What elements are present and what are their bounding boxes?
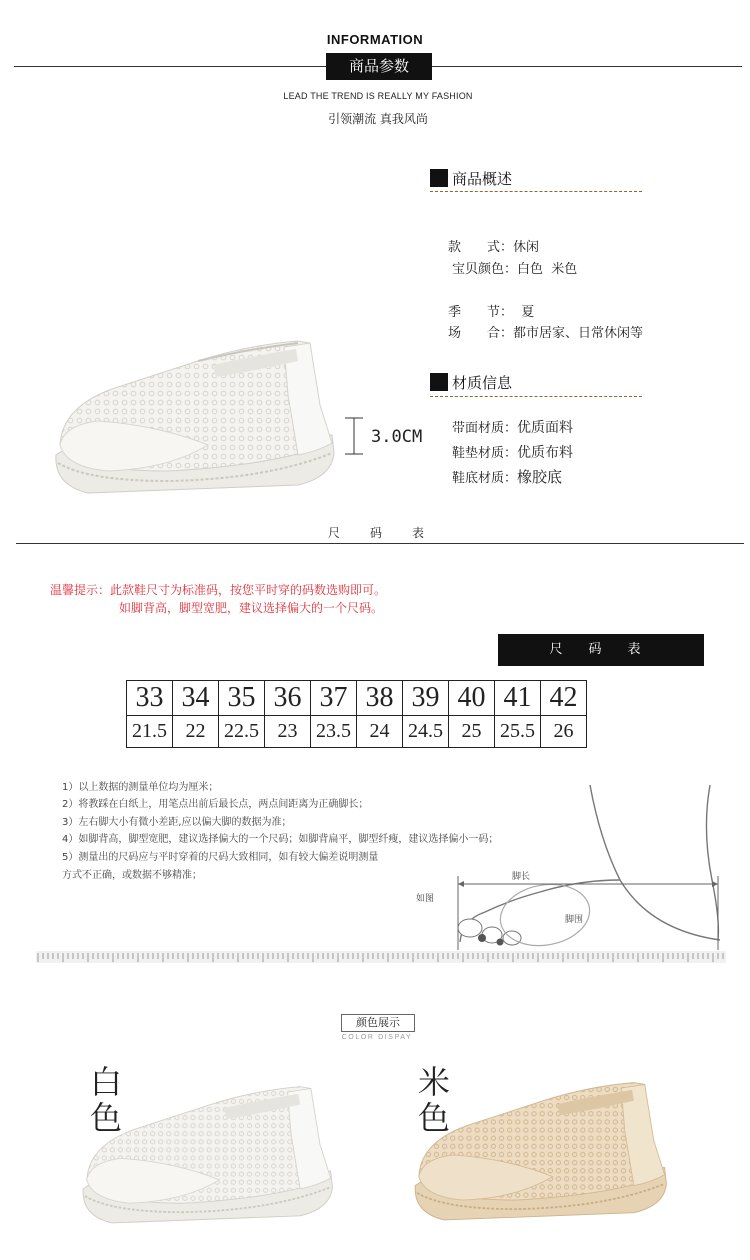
material-row bbox=[452, 442, 573, 462]
length-cell: 24.5 bbox=[403, 716, 449, 748]
size-cell: 42 bbox=[541, 681, 587, 716]
row-value: 优质面料 bbox=[517, 420, 574, 436]
foot-girth-label: 脚围 bbox=[565, 915, 584, 925]
size-cell: 40 bbox=[449, 681, 495, 716]
measure-note: 5）测量出的尺码应与平时穿着的尺码大致相同，如有较大偏差说明测量 bbox=[62, 852, 379, 863]
heading-square-icon bbox=[430, 373, 448, 391]
overview-divider bbox=[430, 191, 642, 192]
main-shoe-image bbox=[48, 335, 338, 505]
size-chart-bar: 尺码表 bbox=[498, 634, 704, 666]
row-label: 宝贝颜色： bbox=[452, 262, 518, 277]
foot-measure-diagram bbox=[440, 780, 740, 955]
section-label-product-params: 商品参数 bbox=[326, 53, 432, 80]
color-name-char: 米 bbox=[417, 1063, 450, 1101]
size-cell: 38 bbox=[357, 681, 403, 716]
overview-heading bbox=[430, 168, 512, 189]
color-name-char: 色 bbox=[417, 1099, 450, 1137]
heel-height-marker-icon bbox=[343, 416, 365, 456]
header-divider-right bbox=[432, 66, 742, 67]
length-cell: 21.5 bbox=[127, 716, 173, 748]
beige-shoe-image bbox=[408, 1070, 670, 1238]
tagline-english: LEAD THE TREND IS REALLY MY FASHION bbox=[283, 91, 473, 101]
heel-height-value: 3.0CM bbox=[371, 427, 423, 447]
material-row bbox=[452, 417, 573, 437]
tagline-chinese: 引领潮流 真我风尚 bbox=[328, 112, 428, 126]
measure-note: 4）如脚背高，脚型宽肥，建议选择偏大的一个尺码；如脚背扁平，脚型纤瘦，建议选择偏小一码； bbox=[62, 834, 499, 845]
length-cell: 23 bbox=[265, 716, 311, 748]
row-value: 休闲 bbox=[513, 240, 540, 255]
material-heading bbox=[430, 372, 512, 393]
size-cell: 36 bbox=[265, 681, 311, 716]
size-chart-label: 尺码表 bbox=[328, 526, 455, 540]
material-row bbox=[452, 466, 562, 487]
length-row bbox=[127, 716, 587, 748]
color-name-char: 色 bbox=[89, 1099, 122, 1137]
overview-row bbox=[448, 236, 539, 255]
heading-square-icon bbox=[430, 169, 448, 187]
length-cell: 25 bbox=[449, 716, 495, 748]
measure-note: 方式不正确，或数据不够精准； bbox=[62, 870, 202, 881]
color-display-title: 颜色展示 bbox=[341, 1014, 415, 1032]
row-value: 橡胶底 bbox=[517, 468, 563, 486]
material-heading-text: 材质信息 bbox=[452, 374, 513, 392]
material-divider bbox=[430, 396, 642, 397]
size-cell: 35 bbox=[219, 681, 265, 716]
overview-row bbox=[452, 258, 577, 277]
row-value: 都市居家、日常休闲等 bbox=[513, 326, 644, 341]
color-display-subtitle: COLOR DISPAY bbox=[341, 1034, 413, 1041]
length-cell: 25.5 bbox=[495, 716, 541, 748]
size-cell: 41 bbox=[495, 681, 541, 716]
row-label: 场 合： bbox=[448, 326, 514, 341]
length-cell: 26 bbox=[541, 716, 587, 748]
length-cell: 22.5 bbox=[219, 716, 265, 748]
row-value: 夏 bbox=[513, 305, 535, 320]
measure-note: 2）将教踩在白纸上，用笔点出前后最长点，两点间距离为正确脚长； bbox=[62, 799, 369, 810]
overview-row bbox=[448, 301, 534, 320]
ruler-strip bbox=[36, 951, 726, 963]
header-divider-left bbox=[14, 66, 326, 67]
size-row bbox=[127, 681, 587, 716]
foot-length-label: 脚长 bbox=[512, 872, 531, 882]
row-label: 鞋底材质： bbox=[452, 471, 518, 486]
row-value: 白色 米色 bbox=[517, 262, 578, 277]
white-shoe-image bbox=[76, 1075, 336, 1240]
page-title: INFORMATION bbox=[326, 32, 424, 47]
size-cell: 39 bbox=[403, 681, 449, 716]
color-name-char: 白 bbox=[89, 1063, 122, 1101]
length-cell: 24 bbox=[357, 716, 403, 748]
row-label: 鞋垫材质： bbox=[452, 446, 518, 461]
row-label: 季 节： bbox=[448, 305, 514, 320]
size-tip-line2: 如脚背高，脚型宽肥，建议选择偏大的一个尺码。 bbox=[119, 601, 384, 615]
measure-note: 1）以上数据的测量单位均为厘米； bbox=[62, 782, 219, 793]
measure-note: 3）左右脚大小有微小差距,应以偏大脚的数据为准； bbox=[62, 817, 292, 828]
length-cell: 22 bbox=[173, 716, 219, 748]
size-cell: 33 bbox=[127, 681, 173, 716]
size-cell: 34 bbox=[173, 681, 219, 716]
size-cell: 37 bbox=[311, 681, 357, 716]
overview-heading-text: 商品概述 bbox=[452, 170, 513, 188]
size-table bbox=[126, 680, 587, 748]
example-label: 如图 bbox=[416, 894, 435, 904]
overview-row bbox=[448, 322, 643, 341]
section-divider bbox=[16, 543, 744, 544]
row-value: 优质布料 bbox=[517, 445, 574, 461]
row-label: 款 式： bbox=[448, 240, 514, 255]
row-label: 带面材质： bbox=[452, 421, 518, 436]
length-cell: 23.5 bbox=[311, 716, 357, 748]
size-tip-line1: 温馨提示：此款鞋尺寸为标准码，按您平时穿的码数选购即可。 bbox=[50, 583, 387, 597]
